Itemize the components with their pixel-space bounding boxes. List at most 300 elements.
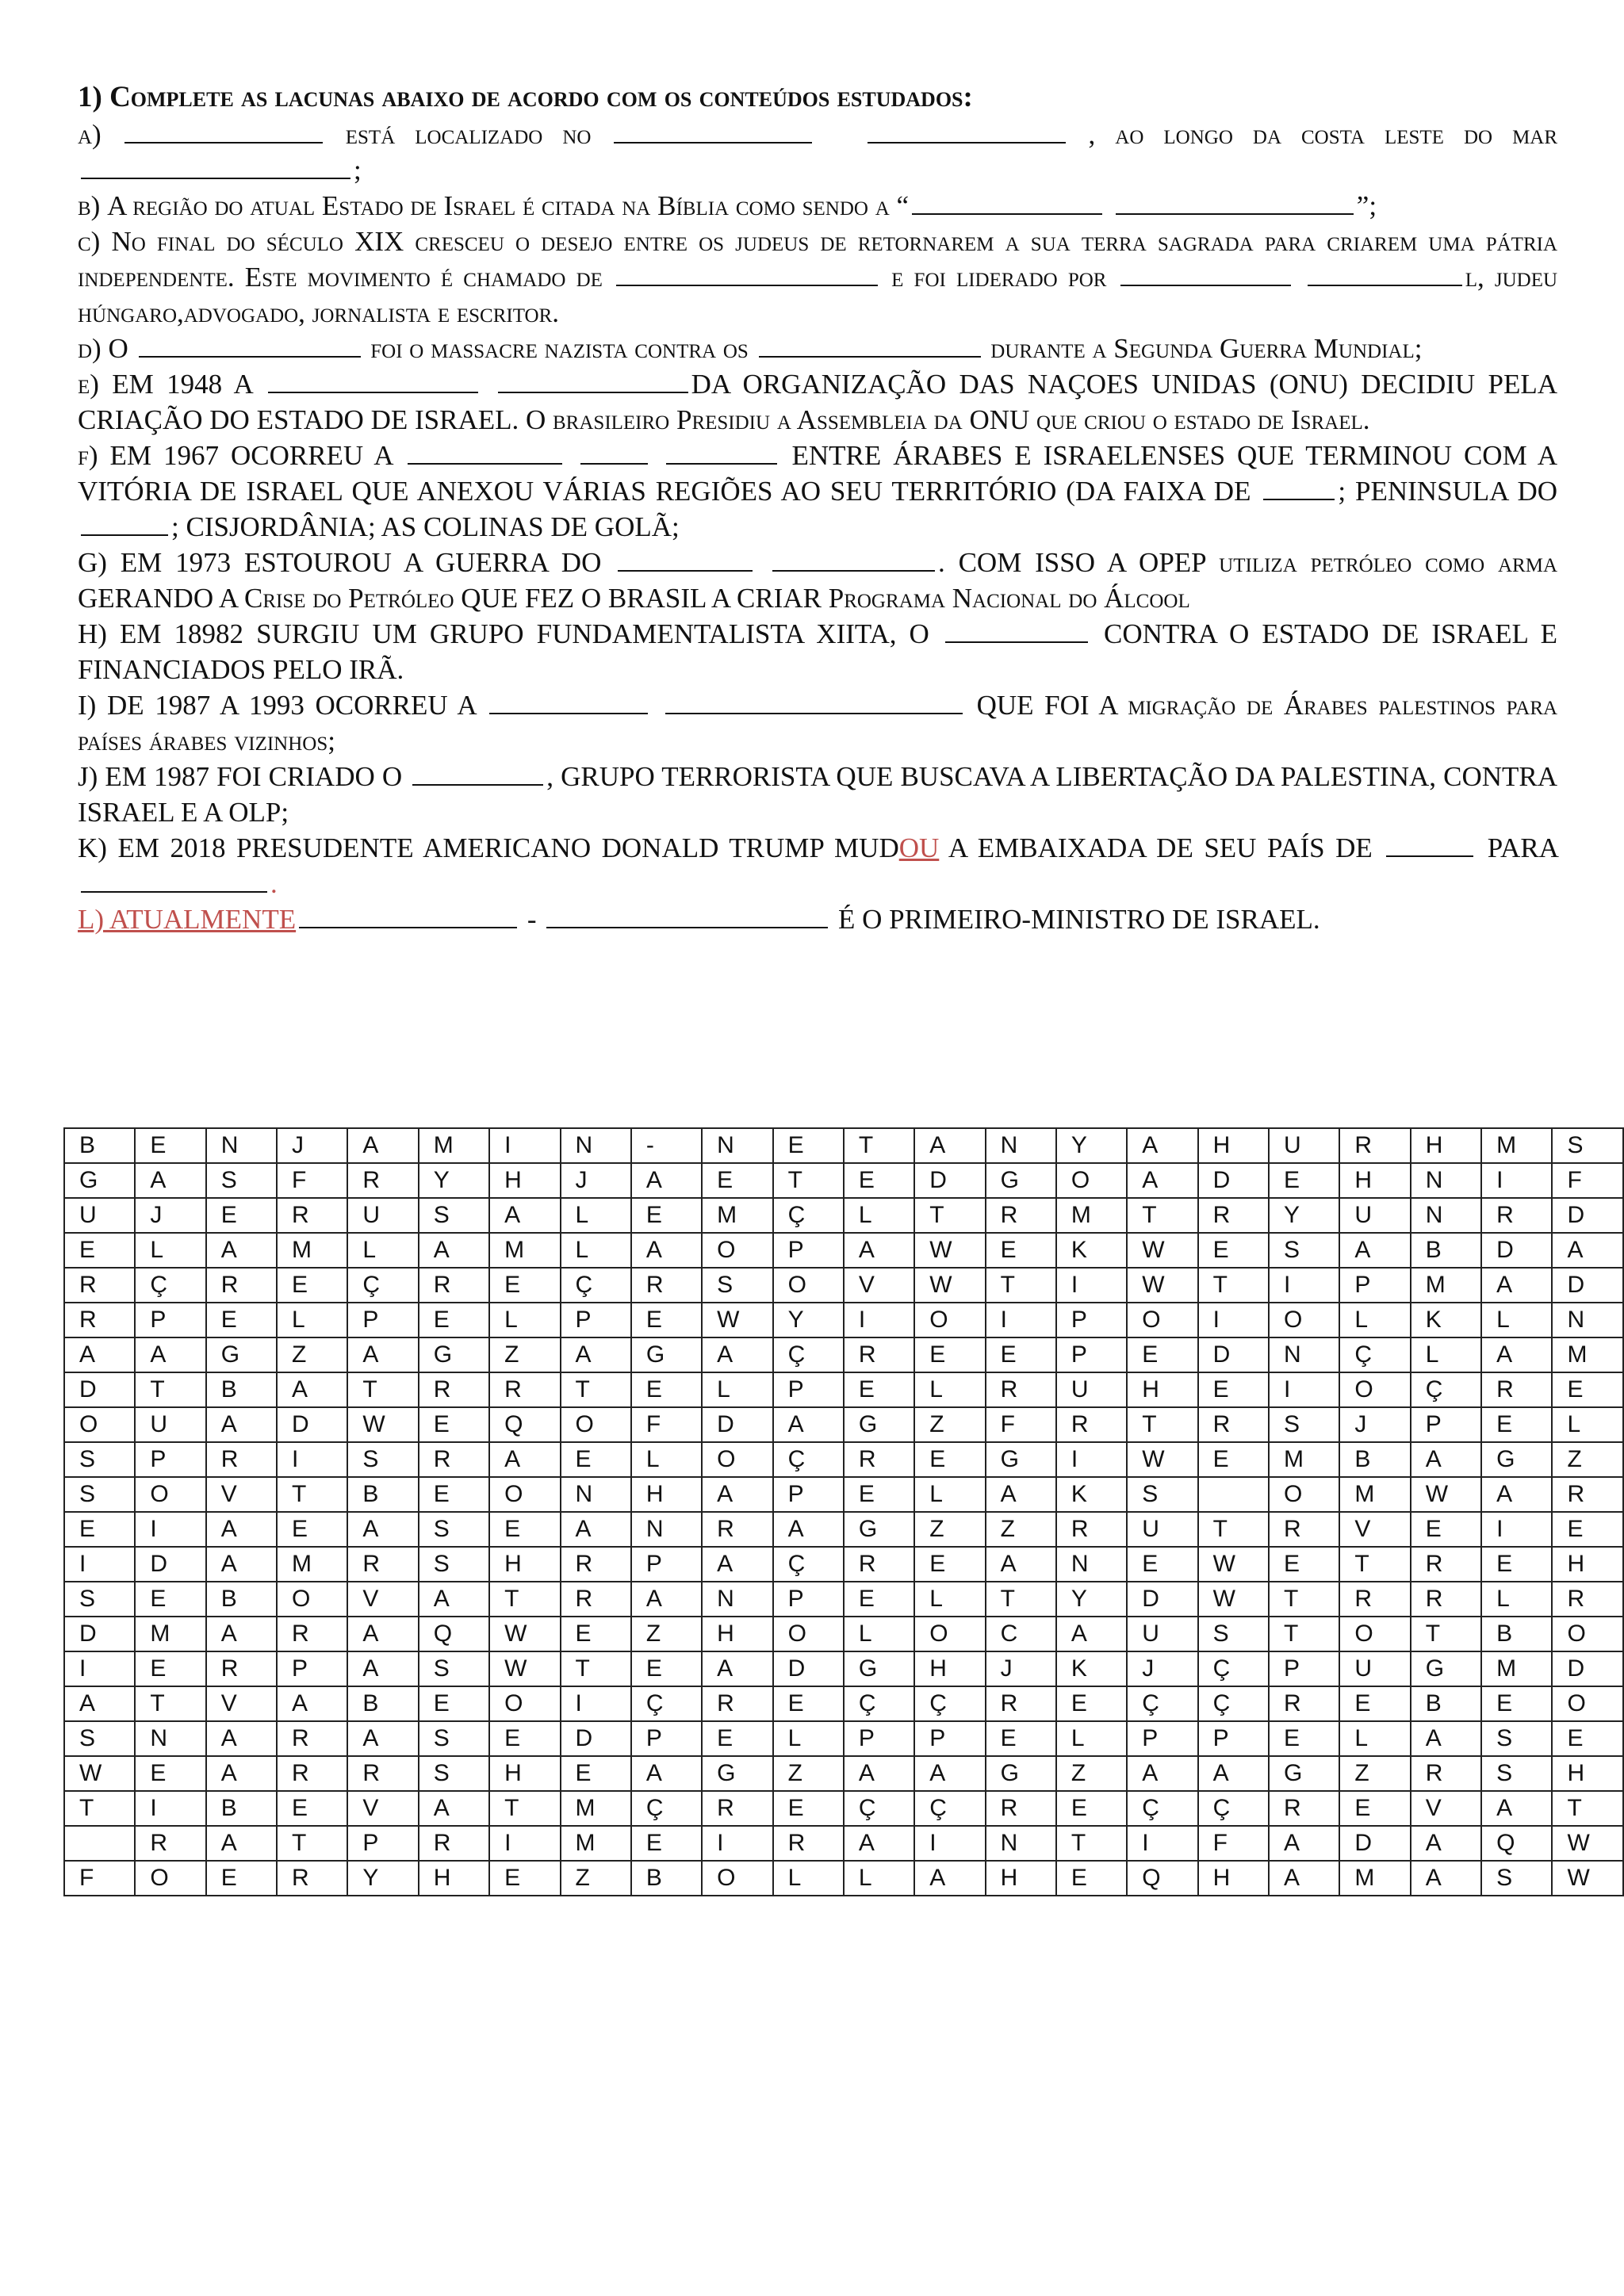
grid-cell[interactable]: M (1269, 1442, 1339, 1477)
grid-cell[interactable]: A (347, 1651, 418, 1686)
grid-cell[interactable]: Y (773, 1303, 844, 1337)
grid-cell[interactable]: M (1411, 1268, 1481, 1303)
grid-cell[interactable]: D (64, 1617, 135, 1651)
grid-cell[interactable]: A (135, 1163, 205, 1198)
grid-cell[interactable]: A (844, 1233, 914, 1268)
grid-cell[interactable]: A (1056, 1617, 1127, 1651)
grid-cell[interactable]: M (277, 1233, 347, 1268)
grid-cell[interactable]: R (1339, 1128, 1410, 1163)
grid-cell[interactable]: O (277, 1582, 347, 1617)
grid-cell[interactable]: E (773, 1128, 844, 1163)
grid-cell[interactable]: E (277, 1512, 347, 1547)
grid-cell[interactable]: E (1198, 1372, 1269, 1407)
grid-cell[interactable]: Ç (844, 1791, 914, 1826)
grid-cell[interactable]: S (1481, 1861, 1552, 1896)
grid-cell[interactable]: W (489, 1651, 560, 1686)
grid-cell[interactable]: E (914, 1337, 985, 1372)
grid-cell[interactable]: E (561, 1442, 631, 1477)
grid-cell[interactable]: A (631, 1756, 702, 1791)
answer-blank[interactable] (299, 901, 517, 928)
grid-cell[interactable]: P (773, 1233, 844, 1268)
grid-cell[interactable] (64, 1826, 135, 1861)
grid-cell[interactable]: S (1127, 1477, 1197, 1512)
answer-blank[interactable] (912, 188, 1102, 215)
grid-cell[interactable]: E (419, 1303, 489, 1337)
grid-cell[interactable]: A (561, 1337, 631, 1372)
grid-cell[interactable]: N (1269, 1337, 1339, 1372)
grid-cell[interactable]: E (277, 1268, 347, 1303)
grid-cell[interactable]: T (1339, 1547, 1410, 1582)
grid-cell[interactable]: E (489, 1721, 560, 1756)
grid-cell[interactable]: R (702, 1791, 772, 1826)
grid-cell[interactable]: H (419, 1861, 489, 1896)
answer-blank[interactable] (546, 901, 828, 928)
grid-cell[interactable]: R (277, 1861, 347, 1896)
grid-cell[interactable]: E (489, 1512, 560, 1547)
grid-cell[interactable]: R (1198, 1407, 1269, 1442)
grid-cell[interactable]: P (347, 1303, 418, 1337)
grid-cell[interactable]: T (561, 1651, 631, 1686)
grid-cell[interactable]: S (1552, 1128, 1623, 1163)
grid-cell[interactable]: A (1269, 1861, 1339, 1896)
grid-cell[interactable]: P (347, 1826, 418, 1861)
grid-cell[interactable]: T (986, 1582, 1056, 1617)
grid-cell[interactable]: Z (489, 1337, 560, 1372)
grid-cell[interactable]: D (1552, 1651, 1623, 1686)
grid-cell[interactable]: L (914, 1477, 985, 1512)
grid-cell[interactable]: R (702, 1512, 772, 1547)
grid-cell[interactable]: A (206, 1547, 277, 1582)
grid-cell[interactable]: O (1339, 1372, 1410, 1407)
grid-cell[interactable]: N (206, 1128, 277, 1163)
grid-cell[interactable]: S (64, 1582, 135, 1617)
grid-cell[interactable]: E (277, 1791, 347, 1826)
grid-cell[interactable]: L (1339, 1721, 1410, 1756)
grid-cell[interactable]: N (631, 1512, 702, 1547)
answer-blank[interactable] (81, 866, 267, 893)
grid-cell[interactable]: R (419, 1442, 489, 1477)
grid-cell[interactable]: F (1552, 1163, 1623, 1198)
grid-cell[interactable]: L (1411, 1337, 1481, 1372)
grid-cell[interactable]: O (1552, 1617, 1623, 1651)
grid-cell[interactable]: R (64, 1268, 135, 1303)
grid-cell[interactable]: W (347, 1407, 418, 1442)
grid-cell[interactable]: O (1056, 1163, 1127, 1198)
grid-cell[interactable]: R (561, 1547, 631, 1582)
grid-cell[interactable]: U (1056, 1372, 1127, 1407)
grid-cell[interactable]: B (1339, 1442, 1410, 1477)
grid-cell[interactable]: I (135, 1512, 205, 1547)
grid-cell[interactable]: V (206, 1686, 277, 1721)
grid-cell[interactable]: L (347, 1233, 418, 1268)
grid-cell[interactable]: O (1269, 1303, 1339, 1337)
grid-cell[interactable]: T (135, 1686, 205, 1721)
grid-cell[interactable]: R (1056, 1407, 1127, 1442)
grid-cell[interactable]: Ç (1411, 1372, 1481, 1407)
grid-cell[interactable]: R (277, 1721, 347, 1756)
answer-blank[interactable] (580, 438, 648, 465)
grid-cell[interactable]: T (1198, 1268, 1269, 1303)
grid-cell[interactable]: I (561, 1686, 631, 1721)
grid-cell[interactable]: R (1339, 1582, 1410, 1617)
grid-cell[interactable]: P (1127, 1721, 1197, 1756)
grid-cell[interactable]: A (277, 1372, 347, 1407)
grid-cell[interactable]: L (1339, 1303, 1410, 1337)
grid-cell[interactable]: I (914, 1826, 985, 1861)
grid-cell[interactable]: T (489, 1582, 560, 1617)
grid-cell[interactable]: Ç (914, 1686, 985, 1721)
grid-cell[interactable]: Ç (1198, 1651, 1269, 1686)
grid-cell[interactable]: L (1552, 1407, 1623, 1442)
grid-cell[interactable]: O (702, 1861, 772, 1896)
grid-cell[interactable]: A (1127, 1756, 1197, 1791)
grid-cell[interactable]: Ç (1339, 1337, 1410, 1372)
grid-cell[interactable]: I (844, 1303, 914, 1337)
answer-blank[interactable] (1120, 259, 1291, 286)
answer-blank[interactable] (81, 152, 350, 179)
grid-cell[interactable]: R (135, 1826, 205, 1861)
answer-blank[interactable] (666, 438, 777, 465)
grid-cell[interactable]: I (135, 1791, 205, 1826)
grid-cell[interactable]: T (277, 1826, 347, 1861)
answer-blank[interactable] (1386, 830, 1473, 857)
grid-cell[interactable]: R (419, 1826, 489, 1861)
grid-cell[interactable]: R (844, 1442, 914, 1477)
grid-cell[interactable]: R (1411, 1547, 1481, 1582)
grid-cell[interactable]: I (1198, 1303, 1269, 1337)
grid-cell[interactable]: M (489, 1233, 560, 1268)
grid-cell[interactable]: R (844, 1547, 914, 1582)
grid-cell[interactable]: L (844, 1861, 914, 1896)
grid-cell[interactable]: P (631, 1547, 702, 1582)
grid-cell[interactable]: U (1269, 1128, 1339, 1163)
grid-cell[interactable]: R (489, 1372, 560, 1407)
grid-cell[interactable]: Y (419, 1163, 489, 1198)
grid-cell[interactable]: S (64, 1721, 135, 1756)
grid-cell[interactable]: A (631, 1163, 702, 1198)
grid-cell[interactable]: A (347, 1617, 418, 1651)
grid-cell[interactable]: A (1411, 1826, 1481, 1861)
grid-cell[interactable]: P (1056, 1337, 1127, 1372)
grid-cell[interactable]: L (489, 1303, 560, 1337)
grid-cell[interactable]: D (1339, 1826, 1410, 1861)
answer-blank[interactable] (945, 616, 1088, 643)
grid-cell[interactable]: E (844, 1477, 914, 1512)
grid-cell[interactable]: B (347, 1686, 418, 1721)
grid-cell[interactable]: H (631, 1477, 702, 1512)
grid-cell[interactable]: V (206, 1477, 277, 1512)
grid-cell[interactable]: N (702, 1582, 772, 1617)
grid-cell[interactable]: O (702, 1442, 772, 1477)
grid-cell[interactable]: E (631, 1198, 702, 1233)
grid-cell[interactable]: R (1269, 1791, 1339, 1826)
grid-cell[interactable]: A (702, 1337, 772, 1372)
grid-cell[interactable]: M (1481, 1128, 1552, 1163)
grid-cell[interactable]: A (347, 1128, 418, 1163)
grid-cell[interactable]: A (135, 1337, 205, 1372)
grid-cell[interactable]: S (347, 1442, 418, 1477)
grid-cell[interactable]: L (135, 1233, 205, 1268)
grid-cell[interactable]: T (277, 1477, 347, 1512)
grid-cell[interactable]: E (64, 1233, 135, 1268)
grid-cell[interactable]: E (1127, 1337, 1197, 1372)
grid-cell[interactable]: V (347, 1791, 418, 1826)
grid-cell[interactable]: T (1056, 1826, 1127, 1861)
grid-cell[interactable]: A (1127, 1163, 1197, 1198)
grid-cell[interactable]: A (206, 1233, 277, 1268)
grid-cell[interactable]: M (277, 1547, 347, 1582)
grid-cell[interactable]: A (1411, 1442, 1481, 1477)
grid-cell[interactable]: R (986, 1198, 1056, 1233)
grid-cell[interactable]: J (135, 1198, 205, 1233)
grid-cell[interactable]: A (1198, 1756, 1269, 1791)
grid-cell[interactable]: T (561, 1372, 631, 1407)
grid-cell[interactable]: S (419, 1547, 489, 1582)
grid-cell[interactable]: A (1127, 1128, 1197, 1163)
grid-cell[interactable]: B (206, 1791, 277, 1826)
grid-cell[interactable]: Ç (561, 1268, 631, 1303)
grid-cell[interactable]: T (1127, 1407, 1197, 1442)
grid-cell[interactable]: E (206, 1303, 277, 1337)
grid-cell[interactable]: M (1339, 1477, 1410, 1512)
grid-cell[interactable]: F (64, 1861, 135, 1896)
grid-cell[interactable]: Y (1056, 1128, 1127, 1163)
grid-cell[interactable]: A (419, 1582, 489, 1617)
grid-cell[interactable]: S (419, 1198, 489, 1233)
grid-cell[interactable]: O (489, 1686, 560, 1721)
grid-cell[interactable]: E (1411, 1512, 1481, 1547)
grid-cell[interactable]: L (773, 1861, 844, 1896)
grid-cell[interactable]: T (1552, 1791, 1623, 1826)
grid-cell[interactable]: O (1269, 1477, 1339, 1512)
grid-cell[interactable]: R (1552, 1582, 1623, 1617)
grid-cell[interactable]: A (347, 1337, 418, 1372)
grid-cell[interactable]: D (1198, 1337, 1269, 1372)
grid-cell[interactable]: P (1269, 1651, 1339, 1686)
grid-cell[interactable]: Q (489, 1407, 560, 1442)
grid-cell[interactable]: T (1198, 1512, 1269, 1547)
grid-cell[interactable]: D (277, 1407, 347, 1442)
grid-cell[interactable]: Ç (844, 1686, 914, 1721)
grid-cell[interactable]: T (773, 1163, 844, 1198)
grid-cell[interactable]: E (419, 1477, 489, 1512)
grid-cell[interactable]: A (1411, 1721, 1481, 1756)
grid-cell[interactable]: E (419, 1407, 489, 1442)
grid-cell[interactable]: W (64, 1756, 135, 1791)
grid-cell[interactable]: A (844, 1826, 914, 1861)
grid-cell[interactable]: Z (986, 1512, 1056, 1547)
grid-cell[interactable]: L (844, 1198, 914, 1233)
grid-cell[interactable]: G (419, 1337, 489, 1372)
grid-cell[interactable]: P (135, 1303, 205, 1337)
grid-cell[interactable]: S (64, 1477, 135, 1512)
answer-blank[interactable] (81, 509, 168, 536)
grid-cell[interactable]: S (64, 1442, 135, 1477)
grid-cell[interactable]: Z (1552, 1442, 1623, 1477)
grid-cell[interactable]: E (1269, 1163, 1339, 1198)
grid-cell[interactable]: R (1056, 1512, 1127, 1547)
grid-cell[interactable]: A (1269, 1826, 1339, 1861)
grid-cell[interactable]: P (914, 1721, 985, 1756)
grid-cell[interactable]: H (986, 1861, 1056, 1896)
grid-cell[interactable]: F (631, 1407, 702, 1442)
grid-cell[interactable]: I (1056, 1442, 1127, 1477)
grid-cell[interactable]: E (631, 1826, 702, 1861)
grid-cell[interactable]: Q (1481, 1826, 1552, 1861)
grid-cell[interactable]: D (64, 1372, 135, 1407)
grid-cell[interactable]: H (1198, 1128, 1269, 1163)
grid-cell[interactable]: A (206, 1756, 277, 1791)
grid-cell[interactable]: D (1198, 1163, 1269, 1198)
grid-cell[interactable]: R (1411, 1582, 1481, 1617)
grid-cell[interactable]: G (986, 1756, 1056, 1791)
answer-blank[interactable] (868, 117, 1066, 144)
grid-cell[interactable]: I (1269, 1372, 1339, 1407)
grid-cell[interactable]: E (1339, 1791, 1410, 1826)
grid-cell[interactable]: E (631, 1372, 702, 1407)
grid-cell[interactable]: N (986, 1826, 1056, 1861)
grid-cell[interactable]: A (702, 1477, 772, 1512)
grid-cell[interactable]: L (1481, 1582, 1552, 1617)
grid-cell[interactable]: R (1481, 1372, 1552, 1407)
grid-cell[interactable]: B (1411, 1686, 1481, 1721)
grid-cell[interactable]: K (1056, 1477, 1127, 1512)
grid-cell[interactable]: A (702, 1547, 772, 1582)
grid-cell[interactable]: R (1269, 1686, 1339, 1721)
grid-cell[interactable]: R (773, 1826, 844, 1861)
grid-cell[interactable]: O (64, 1407, 135, 1442)
grid-cell[interactable]: N (986, 1128, 1056, 1163)
answer-blank[interactable] (489, 687, 648, 714)
grid-cell[interactable]: H (1339, 1163, 1410, 1198)
grid-cell[interactable]: E (1056, 1686, 1127, 1721)
grid-cell[interactable]: A (914, 1756, 985, 1791)
grid-cell[interactable]: W (914, 1233, 985, 1268)
grid-cell[interactable]: E (1269, 1721, 1339, 1756)
grid-cell[interactable]: I (1269, 1268, 1339, 1303)
grid-cell[interactable]: E (1481, 1407, 1552, 1442)
grid-cell[interactable]: H (1198, 1861, 1269, 1896)
grid-cell[interactable]: E (1056, 1861, 1127, 1896)
grid-cell[interactable]: Z (277, 1337, 347, 1372)
grid-cell[interactable]: O (1552, 1686, 1623, 1721)
grid-cell[interactable]: M (561, 1791, 631, 1826)
grid-cell[interactable]: K (1056, 1233, 1127, 1268)
grid-cell[interactable]: Q (419, 1617, 489, 1651)
grid-cell[interactable]: A (631, 1233, 702, 1268)
grid-cell[interactable]: E (773, 1686, 844, 1721)
grid-cell[interactable]: S (1481, 1721, 1552, 1756)
grid-cell[interactable]: R (64, 1303, 135, 1337)
grid-cell[interactable]: T (914, 1198, 985, 1233)
grid-cell[interactable]: G (1411, 1651, 1481, 1686)
grid-cell[interactable]: O (1339, 1617, 1410, 1651)
grid-cell[interactable]: G (844, 1651, 914, 1686)
grid-cell[interactable]: N (1552, 1303, 1623, 1337)
grid-cell[interactable]: B (1481, 1617, 1552, 1651)
grid-cell[interactable]: A (1552, 1233, 1623, 1268)
grid-cell[interactable]: Ç (773, 1198, 844, 1233)
grid-cell[interactable]: W (1198, 1547, 1269, 1582)
grid-cell[interactable]: P (631, 1721, 702, 1756)
grid-cell[interactable]: Ç (773, 1547, 844, 1582)
grid-cell[interactable]: O (702, 1233, 772, 1268)
grid-cell[interactable]: Y (1269, 1198, 1339, 1233)
grid-cell[interactable]: W (914, 1268, 985, 1303)
grid-cell[interactable]: E (489, 1861, 560, 1896)
grid-cell[interactable]: S (1481, 1756, 1552, 1791)
grid-cell[interactable]: R (1481, 1198, 1552, 1233)
grid-cell[interactable]: Ç (1127, 1791, 1197, 1826)
grid-cell[interactable]: M (561, 1826, 631, 1861)
grid-cell[interactable]: H (489, 1547, 560, 1582)
grid-cell[interactable]: I (277, 1442, 347, 1477)
grid-cell[interactable]: E (135, 1756, 205, 1791)
grid-cell[interactable]: Ç (914, 1791, 985, 1826)
grid-cell[interactable]: W (1552, 1826, 1623, 1861)
grid-cell[interactable]: P (773, 1582, 844, 1617)
grid-cell[interactable]: D (1481, 1233, 1552, 1268)
grid-cell[interactable]: Y (1056, 1582, 1127, 1617)
grid-cell[interactable]: O (135, 1861, 205, 1896)
grid-cell[interactable]: E (986, 1721, 1056, 1756)
grid-cell[interactable]: L (914, 1582, 985, 1617)
grid-cell[interactable]: E (1198, 1233, 1269, 1268)
grid-cell[interactable]: T (489, 1791, 560, 1826)
grid-cell[interactable]: J (561, 1163, 631, 1198)
grid-cell[interactable]: L (773, 1721, 844, 1756)
grid-cell[interactable]: Ç (1127, 1686, 1197, 1721)
grid-cell[interactable]: N (702, 1128, 772, 1163)
grid-cell[interactable]: E (702, 1721, 772, 1756)
grid-cell[interactable]: I (1481, 1163, 1552, 1198)
grid-cell[interactable]: E (206, 1861, 277, 1896)
grid-cell[interactable]: E (844, 1163, 914, 1198)
grid-cell[interactable]: A (631, 1582, 702, 1617)
grid-cell[interactable]: J (986, 1651, 1056, 1686)
grid-cell[interactable]: R (631, 1268, 702, 1303)
grid-cell[interactable]: J (1127, 1651, 1197, 1686)
grid-cell[interactable]: D (773, 1651, 844, 1686)
grid-cell[interactable]: A (206, 1407, 277, 1442)
grid-cell[interactable]: E (1127, 1547, 1197, 1582)
grid-cell[interactable]: C (986, 1617, 1056, 1651)
grid-cell[interactable]: E (631, 1651, 702, 1686)
grid-cell[interactable]: I (489, 1826, 560, 1861)
grid-cell[interactable]: A (347, 1512, 418, 1547)
grid-cell[interactable]: A (206, 1826, 277, 1861)
grid-cell[interactable]: S (419, 1512, 489, 1547)
grid-cell[interactable]: O (489, 1477, 560, 1512)
grid-cell[interactable]: A (1411, 1861, 1481, 1896)
answer-blank[interactable] (665, 687, 963, 714)
grid-cell[interactable]: E (1339, 1686, 1410, 1721)
grid-cell[interactable]: S (1269, 1407, 1339, 1442)
grid-cell[interactable]: E (135, 1128, 205, 1163)
grid-cell[interactable]: L (561, 1198, 631, 1233)
grid-cell[interactable]: A (1481, 1477, 1552, 1512)
grid-cell[interactable]: H (1127, 1372, 1197, 1407)
grid-cell[interactable]: G (631, 1337, 702, 1372)
grid-cell[interactable]: M (1339, 1861, 1410, 1896)
grid-cell[interactable]: G (1269, 1756, 1339, 1791)
grid-cell[interactable]: H (702, 1617, 772, 1651)
grid-cell[interactable]: G (206, 1337, 277, 1372)
grid-cell[interactable]: S (419, 1651, 489, 1686)
grid-cell[interactable]: L (914, 1372, 985, 1407)
answer-blank[interactable] (408, 438, 562, 465)
grid-cell[interactable]: L (1056, 1721, 1127, 1756)
